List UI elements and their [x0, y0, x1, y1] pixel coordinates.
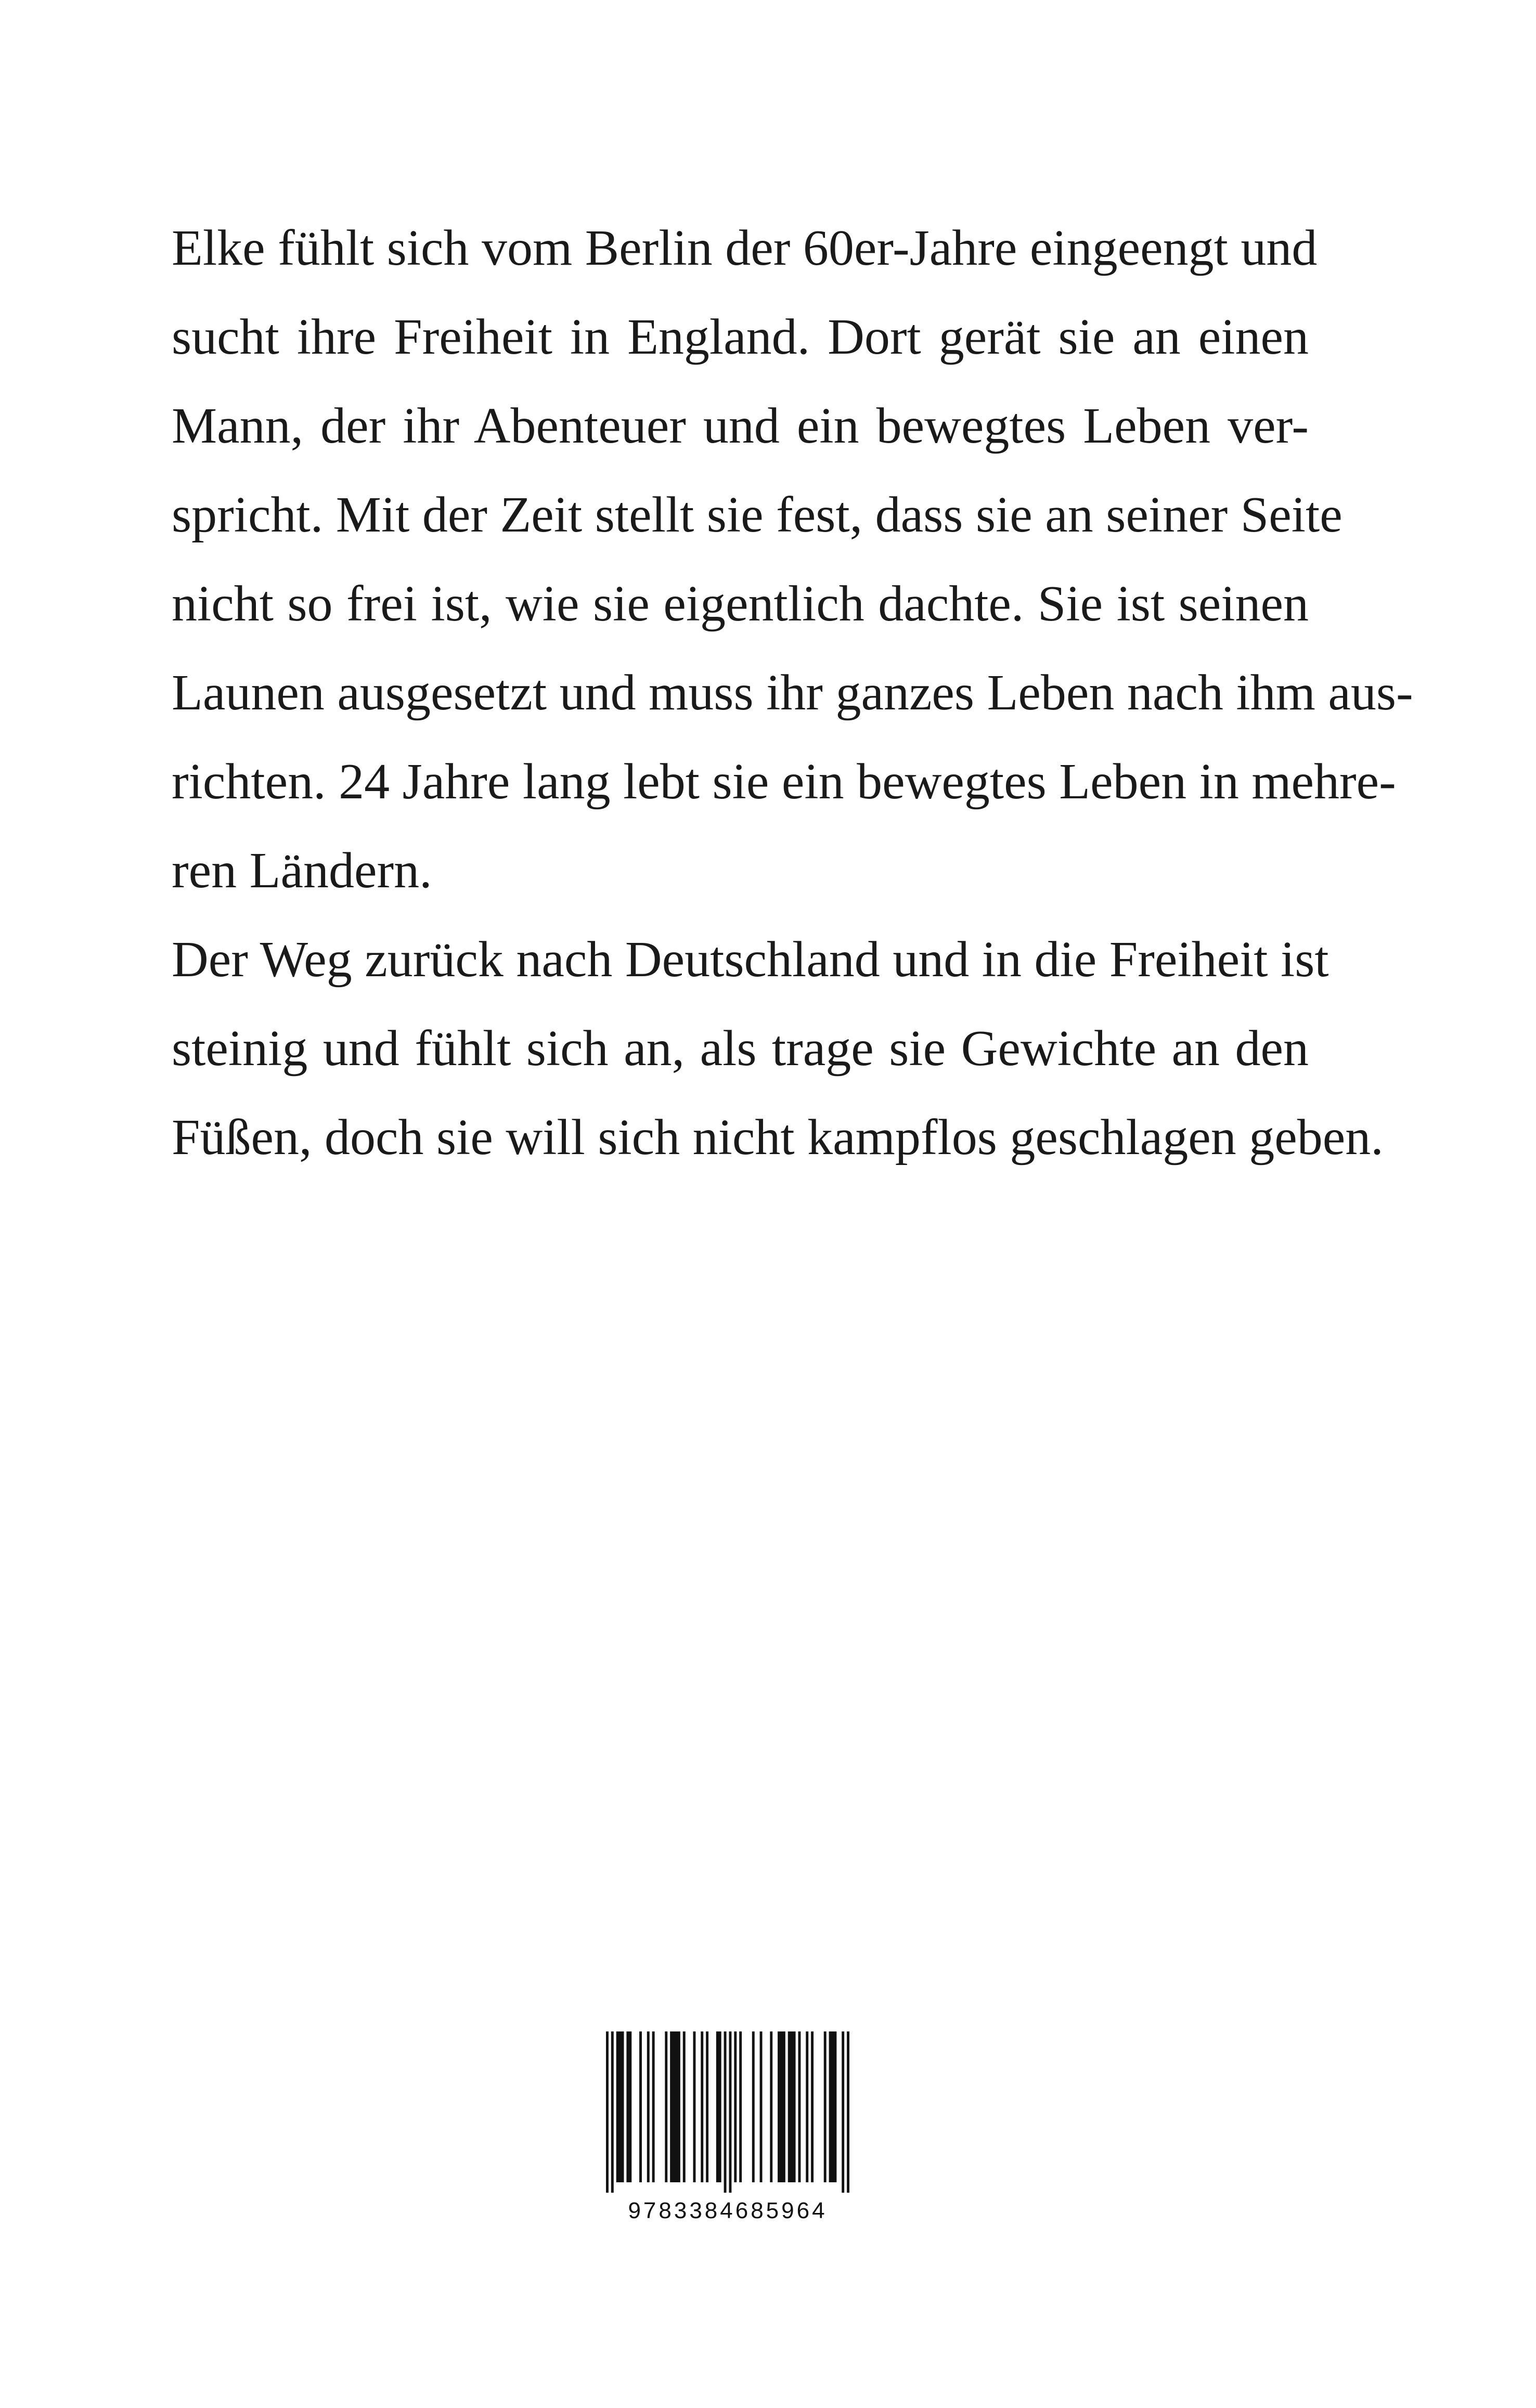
barcode-bar: [788, 2031, 796, 2182]
barcode-bar: [760, 2031, 763, 2182]
back-cover-blurb: [172, 204, 1413, 1182]
barcode-bar: [847, 2031, 849, 2193]
barcode-bar: [729, 2031, 731, 2193]
barcode-bars: [606, 2031, 849, 2193]
barcode-bar: [798, 2031, 801, 2182]
barcode-bar: [811, 2031, 814, 2182]
barcode-bar: [739, 2031, 742, 2182]
blurb-line: sucht ihre Freiheit in England. Dort gerät sie an einen: [172, 309, 1309, 365]
barcode-bar: [670, 2031, 680, 2182]
barcode-bar: [824, 2031, 827, 2182]
barcode-bar: [647, 2031, 650, 2182]
blurb-line: steinig und fühlt sich an, als trage sie Gewichte an den: [172, 1020, 1309, 1077]
barcode-bar: [626, 2031, 631, 2182]
blurb-line: Launen ausgesetzt und muss ihr ganzes Leben nach ihm aus-: [172, 665, 1413, 721]
blurb-line: Der Weg zurück nach Deutschland und in die Freiheit ist: [172, 931, 1329, 988]
barcode-bar: [752, 2031, 755, 2182]
isbn-barcode: [606, 2031, 849, 2235]
blurb-line: Mann, der ihr Abenteuer und ein bewegtes Leben ver-: [172, 398, 1309, 454]
barcode-bar: [693, 2031, 695, 2182]
blurb-line: nicht so frei ist, wie sie eigentlich dachte. Sie ist seinen: [172, 576, 1309, 632]
blurb-line: Füßen, doch sie will sich nicht kampflos geschlagen geben.: [172, 1109, 1384, 1166]
barcode-bar: [611, 2031, 614, 2193]
barcode-bar: [606, 2031, 609, 2193]
barcode-digits: 9783384685964: [628, 2198, 828, 2223]
barcode-bar: [652, 2031, 655, 2182]
blurb-line: ren Ländern.: [172, 843, 432, 899]
barcode-bar: [829, 2031, 837, 2182]
barcode-bar: [706, 2031, 708, 2182]
barcode-bar: [806, 2031, 808, 2182]
blurb-line: Elke fühlt sich vom Berlin der 60er-Jahre eingeengt und: [172, 220, 1318, 276]
blurb-line: spricht. Mit der Zeit stellt sie fest, dass sie an seiner Seite: [172, 487, 1343, 543]
barcode-bar: [778, 2031, 785, 2182]
barcode-bar: [716, 2031, 721, 2182]
barcode-bar: [616, 2031, 624, 2182]
blurb-line: richten. 24 Jahre lang lebt sie ein bewegtes Leben in mehre-: [172, 754, 1396, 810]
barcode-bar: [683, 2031, 686, 2182]
barcode-bar: [734, 2031, 737, 2182]
barcode-bar: [701, 2031, 703, 2182]
barcode-bar: [842, 2031, 844, 2193]
barcode-bar: [770, 2031, 772, 2182]
barcode-bar: [665, 2031, 667, 2182]
barcode-bar: [639, 2031, 642, 2182]
barcode-bar: [724, 2031, 727, 2193]
